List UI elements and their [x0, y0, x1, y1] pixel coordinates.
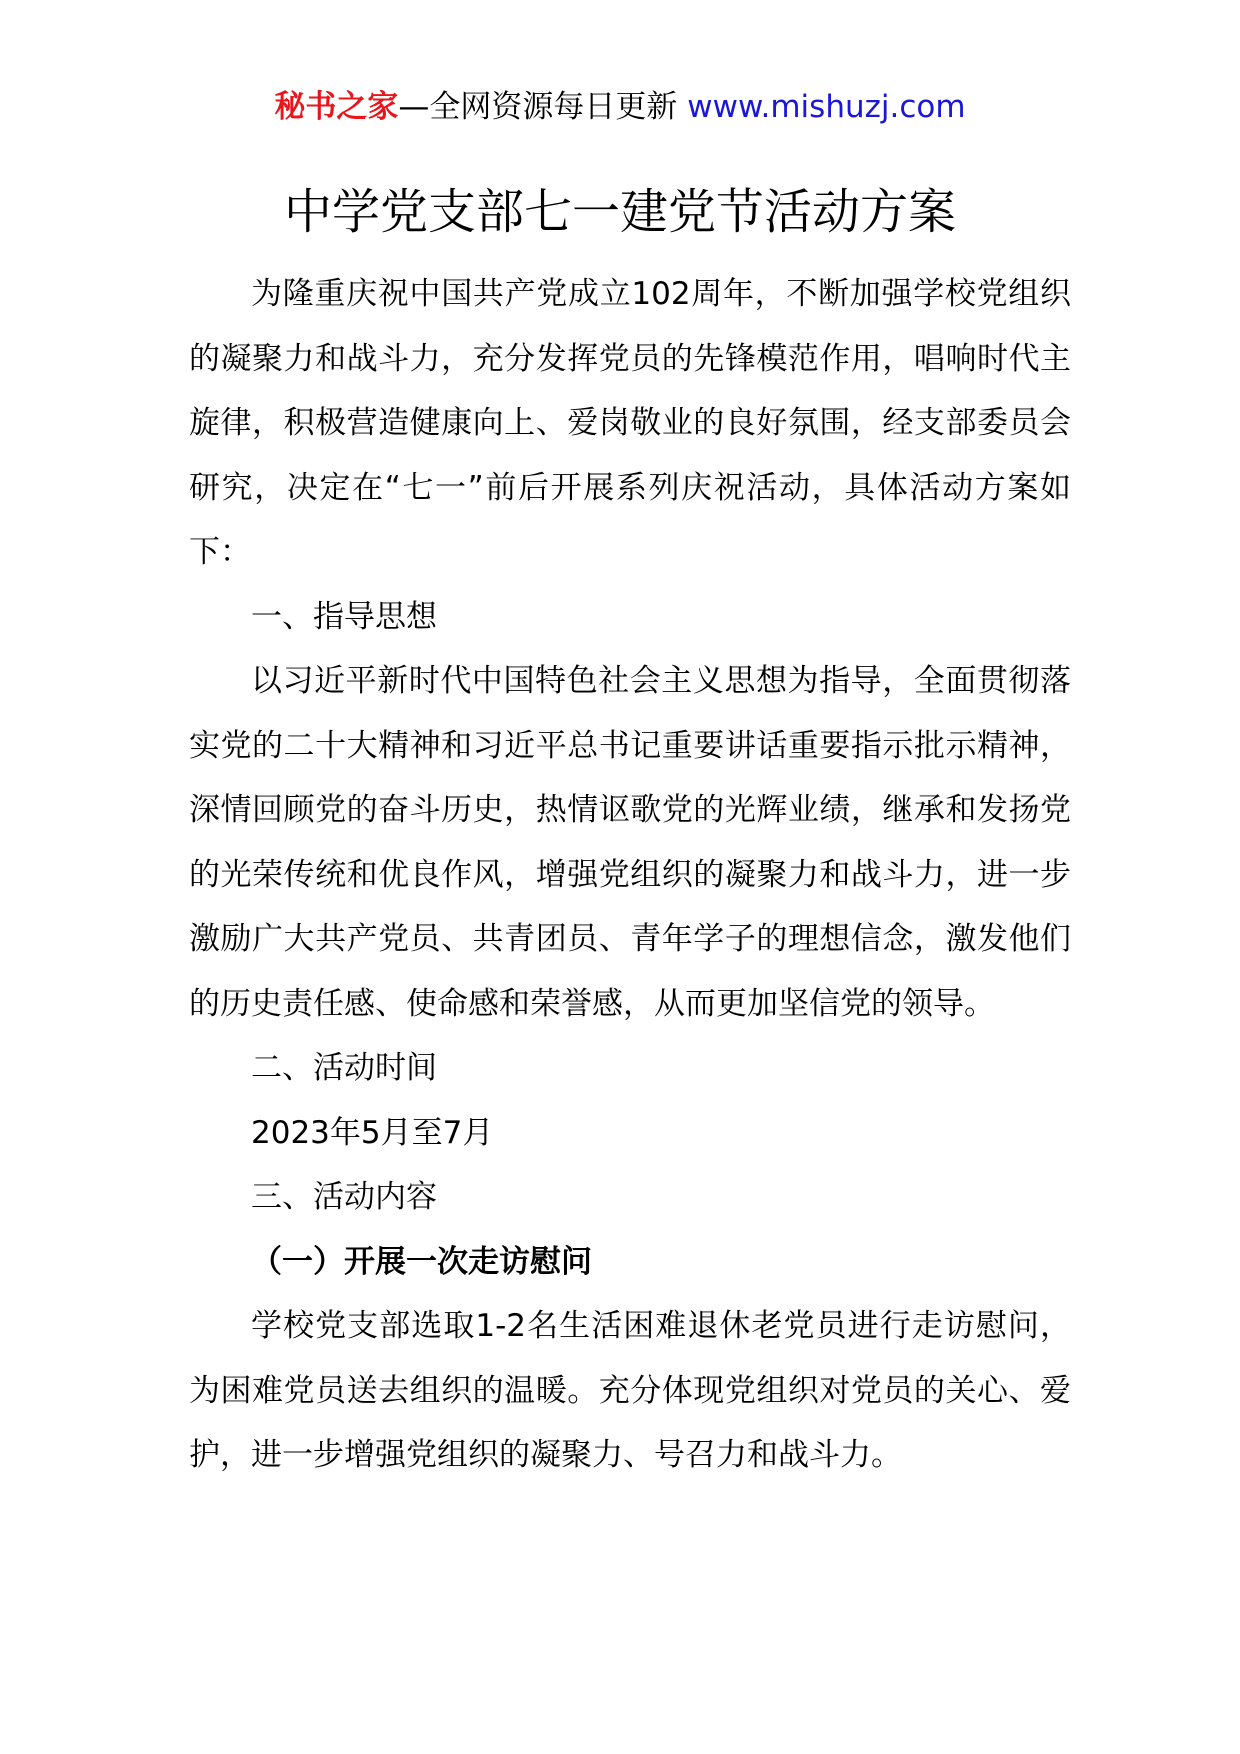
document-body	[189, 262, 1071, 1488]
section-heading-guiding-ideology: 一、指导思想	[251, 598, 437, 635]
visit-condolence-paragraph: 学校党支部选取1-2名生活困难退休老党员进行走访慰问，为困难党员送去组织的温暖。充分体现党组织对党员的关心、爱护，进一步增强党组织的凝聚力、号召力和战斗力。	[189, 1308, 1071, 1473]
guiding-ideology-paragraph: 以习近平新时代中国特色社会主义思想为指导，全面贯彻落实党的二十大精神和习近平总书记重要讲话重要指示批示精神，深情回顾党的奋斗历史，热情讴歌党的光辉业绩，继承和发扬党的光荣传统和优良作风，增强党组织的凝聚力和战斗力，进一步激励广大共产党员、共青团员、青年学子的理想信念，激发他们的历史责任感、使命感和荣誉感，从而更加坚信党的领导。	[189, 663, 1071, 1022]
section-heading-activity-time: 二、活动时间	[251, 1050, 437, 1086]
section-heading-activity-content: 三、活动内容	[251, 1179, 437, 1215]
header-tagline: —全网资源每日更新	[398, 89, 688, 125]
site-header	[0, 86, 1240, 128]
intro-paragraph: 为隆重庆祝中国共产党成立102周年，不断加强学校党组织的凝聚力和战斗力，充分发挥党员的先锋模范作用，唱响时代主旋律，积极营造健康向上、爱岗敬业的良好氛围，经支部委员会研究，决定在“七一”前后开展系列庆祝活动，具体活动方案如下：	[189, 276, 1071, 570]
site-url-link[interactable]: www.mishuzj.com	[687, 89, 966, 125]
subheading-visit-condolence: （一）开展一次走访慰问	[251, 1243, 592, 1280]
document-title: 中学党支部七一建党节活动方案	[283, 184, 956, 240]
brand-name: 秘书之家	[274, 89, 399, 125]
activity-time-paragraph: 2023年5月至7月	[251, 1114, 494, 1151]
